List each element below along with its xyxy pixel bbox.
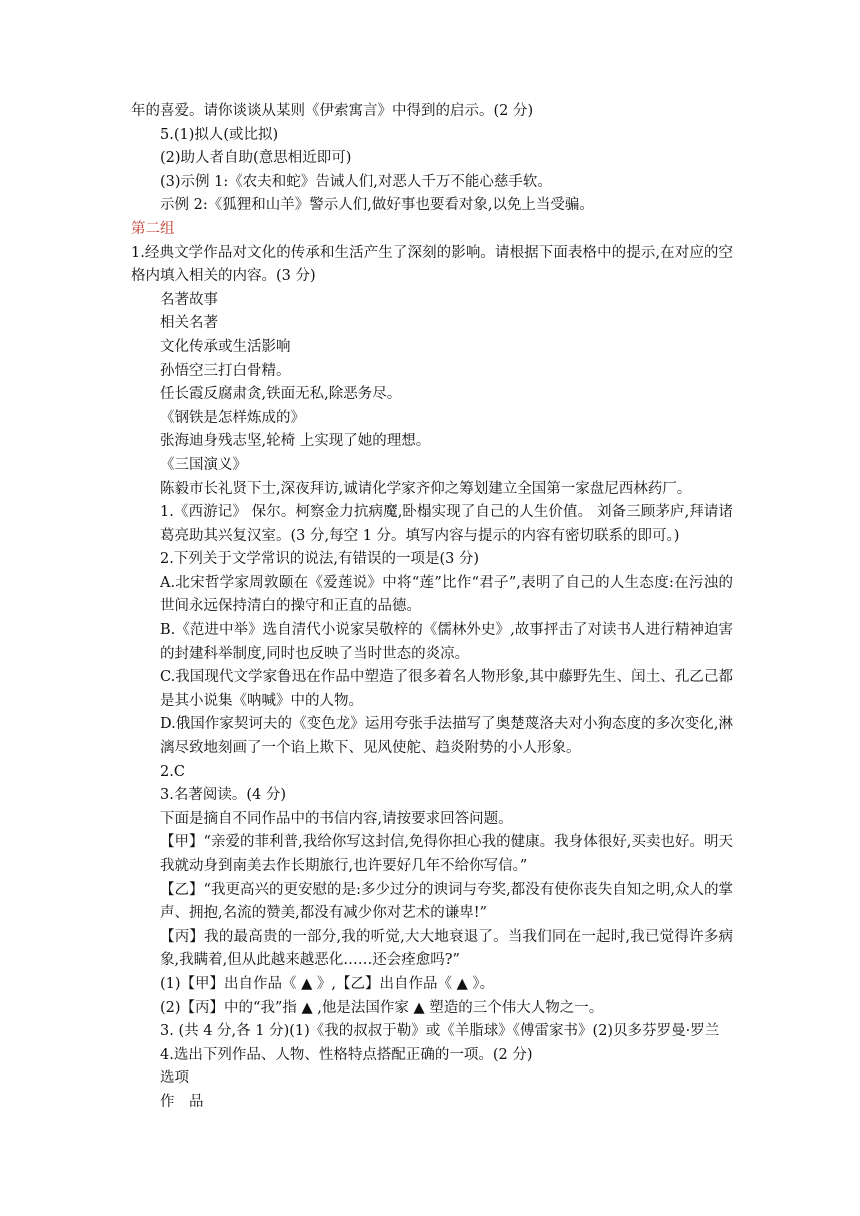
text-line: (1)【甲】出自作品《 ▲ 》,【乙】出自作品《 ▲ 》。 <box>160 975 495 992</box>
text-line: 陈毅市长礼贤下士,深夜拜访,诚请化学家齐仰之筹划建立全国第一家盘尼西林药厂。 <box>160 480 692 497</box>
text-line: 4.选出下列作品、人物、性格特点搭配正确的一项。(2 分) <box>160 1046 533 1063</box>
text-line: 年的喜爱。请你谈谈从某则《伊索寓言》中得到的启示。(2 分) <box>131 103 534 119</box>
text-line: 《三国演义》 <box>160 456 247 473</box>
text-line: D.俄国作家契诃夫的《变色龙》运用夸张手法描写了奥楚蔑洛夫对小狗态度的多次变化,淋漓尽致地刻画了一个谄上欺下、见风使舵、趋炎附势的小人形象。 <box>160 716 733 757</box>
text-line: 名著故事 <box>160 291 218 308</box>
text-line: (2)【丙】中的“我”指 ▲ ,他是法国作家 ▲ 塑造的三个伟大人物之一。 <box>160 999 604 1016</box>
text-line: 1.经典文学作品对文化的传承和生活产生了深刻的影响。请根据下面表格中的提示,在对应的空格内填入相关的内容。(3 分) <box>131 244 733 285</box>
text-line: 【甲】“亲爱的菲利普,我给你写这封信,免得你担心我的健康。我身体很好,买卖也好。明天我就动身到南美去作长期旅行,也许要好几年不给你写信。” <box>160 834 733 874</box>
text-line: (2)助人者自助(意思相近即可) <box>160 150 352 167</box>
text-line: 2.下列关于文学常识的说法,有错误的一项是(3 分) <box>160 551 480 568</box>
text-line: 1.《西游记》 保尔。柯察金力抗病魔,卧榻实现了自己的人生价值。 刘备三顾茅庐,拜请诸葛亮助其兴复汉室。(3 分,每空 1 分。填写内容与提示的内容有密切联系的即可。) <box>160 504 733 544</box>
text-line: 【乙】“我更高兴的更安慰的是:多少过分的谀词与夸奖,都没有使你丧失自知之明,众人的掌声、拥抱,名流的赞美,都没有减少你对艺术的谦卑!” <box>160 881 733 922</box>
section-heading: 第二组 <box>131 220 175 237</box>
document-page <box>131 100 733 1115</box>
text-line: 《钢铁是怎样炼成的》 <box>160 409 305 426</box>
text-line: 作 品 <box>160 1093 204 1110</box>
text-line: C.我国现代文学家鲁迅在作品中塑造了很多着名人物形象,其中藤野先生、闰土、孔乙己都是其小说集《呐喊》中的人物。 <box>160 669 733 709</box>
text-line: 张海迪身残志坚,轮椅 上实现了她的理想。 <box>160 433 431 450</box>
text-line: 下面是摘自不同作品中的书信内容,请按要求回答问题。 <box>160 810 513 827</box>
text-line: 示例 2:《狐狸和山羊》警示人们,做好事也要看对象,以免上当受骗。 <box>160 197 594 214</box>
text-line: 相关名著 <box>160 315 218 332</box>
text-line: 3.名著阅读。(4 分) <box>160 787 286 804</box>
text-line: 2.C <box>160 763 185 780</box>
text-line: 3. (共 4 分,各 1 分)(1)《我的叔叔于勒》或《羊脂球》《傅雷家书》(2)贝多芬罗曼·罗兰 <box>160 1023 720 1040</box>
text-line: 5.(1)拟人(或比拟) <box>160 126 279 143</box>
text-line: 文化传承或生活影响 <box>160 338 291 355</box>
text-line: 【丙】我的最高贵的一部分,我的听觉,大大地衰退了。当我们同在一起时,我已觉得许多病象,我瞒着,但从此越来越恶化……还会痊愈吗?” <box>160 928 733 969</box>
text-line: (3)示例 1:《农夫和蛇》告诫人们,对恶人千万不能心慈手软。 <box>160 173 552 190</box>
text-line: 任长霞反腐肃贪,铁面无私,除恶务尽。 <box>160 386 402 403</box>
text-line: 孙悟空三打白骨精。 <box>160 362 291 379</box>
text-line: B.《范进中举》选自清代小说家吴敬梓的《儒林外史》,故事抨击了对读书人进行精神迫害的封建科举制度,同时也反映了当时世态的炎凉。 <box>160 622 733 662</box>
text-line: 选项 <box>160 1070 189 1087</box>
text-line: A.北宋哲学家周敦颐在《爱莲说》中将“莲”比作“君子”,表明了自己的人生态度:在污浊的世间永远保持清白的操守和正直的品德。 <box>160 574 733 615</box>
